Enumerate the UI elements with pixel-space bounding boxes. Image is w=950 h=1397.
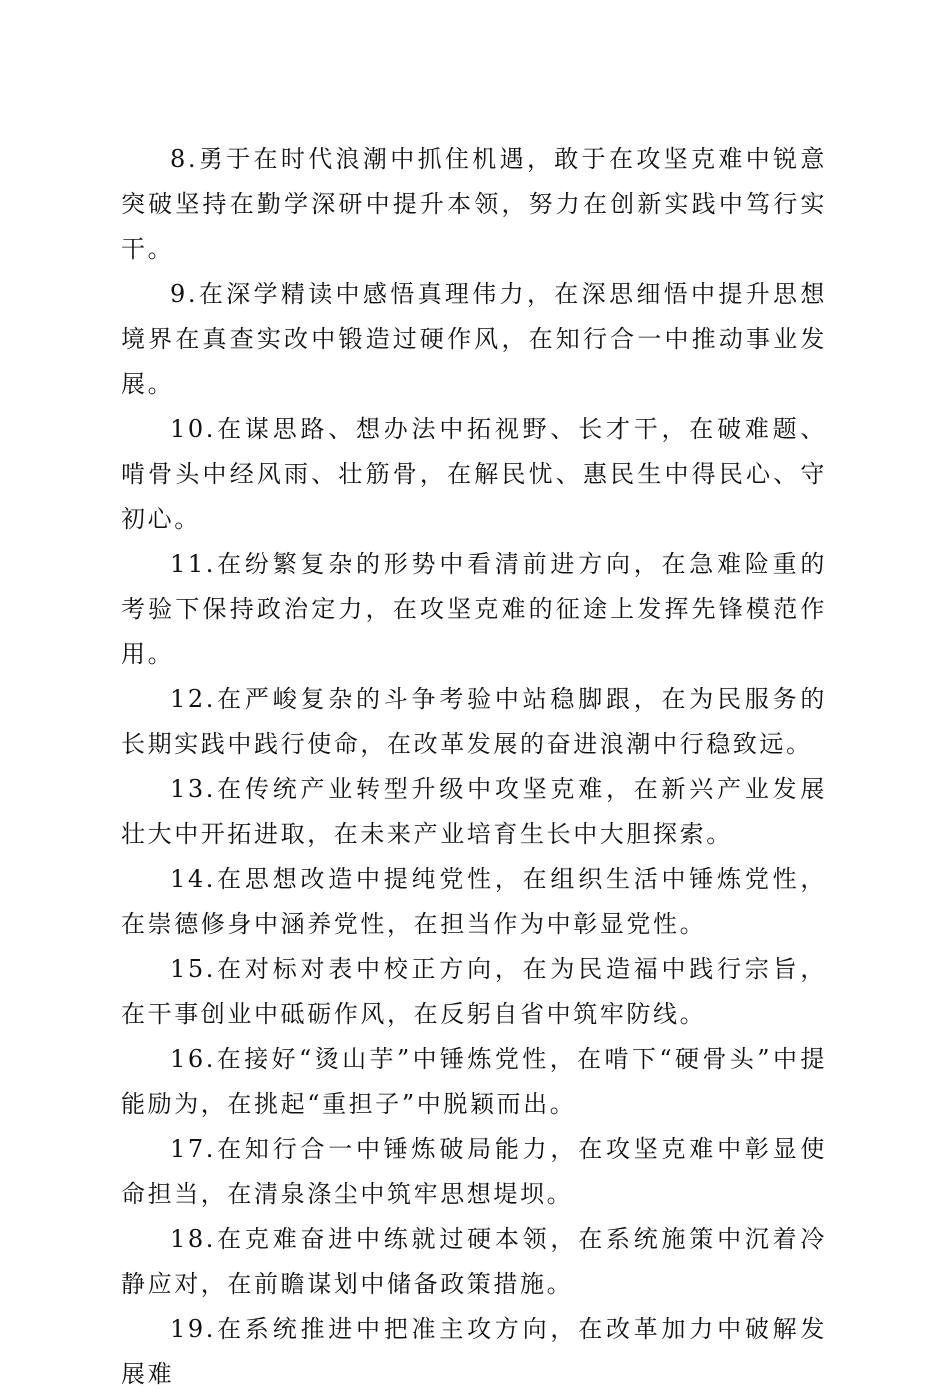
paragraph-14: 14.在思想改造中提纯党性，在组织生活中锤炼党性，在崇德修身中涵养党性，在担当作为中彰显党性。 [121,865,827,938]
paragraph-12: 12.在严峻复杂的斗争考验中站稳脚跟，在为民服务的长期实践中践行使命，在改革发展的奋进浪潮中行稳致远。 [121,685,827,758]
paragraph-15: 15.在对标对表中校正方向，在为民造福中践行宗旨，在干事创业中砥砺作风，在反躬自省中筑牢防线。 [121,955,827,1028]
paragraph-18: 18.在克难奋进中练就过硬本领，在系统施策中沉着冷静应对，在前瞻谋划中储备政策措施。 [121,1225,827,1298]
paragraph-19: 19.在系统推进中把准主攻方向，在改革加力中破解发展难 [121,1315,827,1388]
paragraph-9: 9.在深学精读中感悟真理伟力，在深思细悟中提升思想境界在真查实改中锻造过硬作风，在知行合一中推动事业发展。 [121,280,827,398]
document-body [121,137,827,1397]
paragraph-11: 11.在纷繁复杂的形势中看清前进方向，在急难险重的考验下保持政治定力，在攻坚克难的征途上发挥先锋模范作用。 [121,550,827,668]
paragraph-13: 13.在传统产业转型升级中攻坚克难，在新兴产业发展壮大中开拓进取，在未来产业培育生长中大胆探索。 [121,775,827,848]
paragraph-8: 8.勇于在时代浪潮中抓住机遇，敢于在攻坚克难中锐意突破坚持在勤学深研中提升本领，努力在创新实践中笃行实干。 [121,145,827,263]
paragraph-10: 10.在谋思路、想办法中拓视野、长才干，在破难题、啃骨头中经风雨、壮筋骨，在解民忧、惠民生中得民心、守初心。 [121,415,827,533]
paragraph-16: 16.在接好“烫山芋”中锤炼党性，在啃下“硬骨头”中提能励为，在挑起“重担子”中脱颖而出。 [121,1045,827,1118]
paragraph-17: 17.在知行合一中锤炼破局能力，在攻坚克难中彰显使命担当，在清泉涤尘中筑牢思想堤坝。 [121,1135,827,1208]
